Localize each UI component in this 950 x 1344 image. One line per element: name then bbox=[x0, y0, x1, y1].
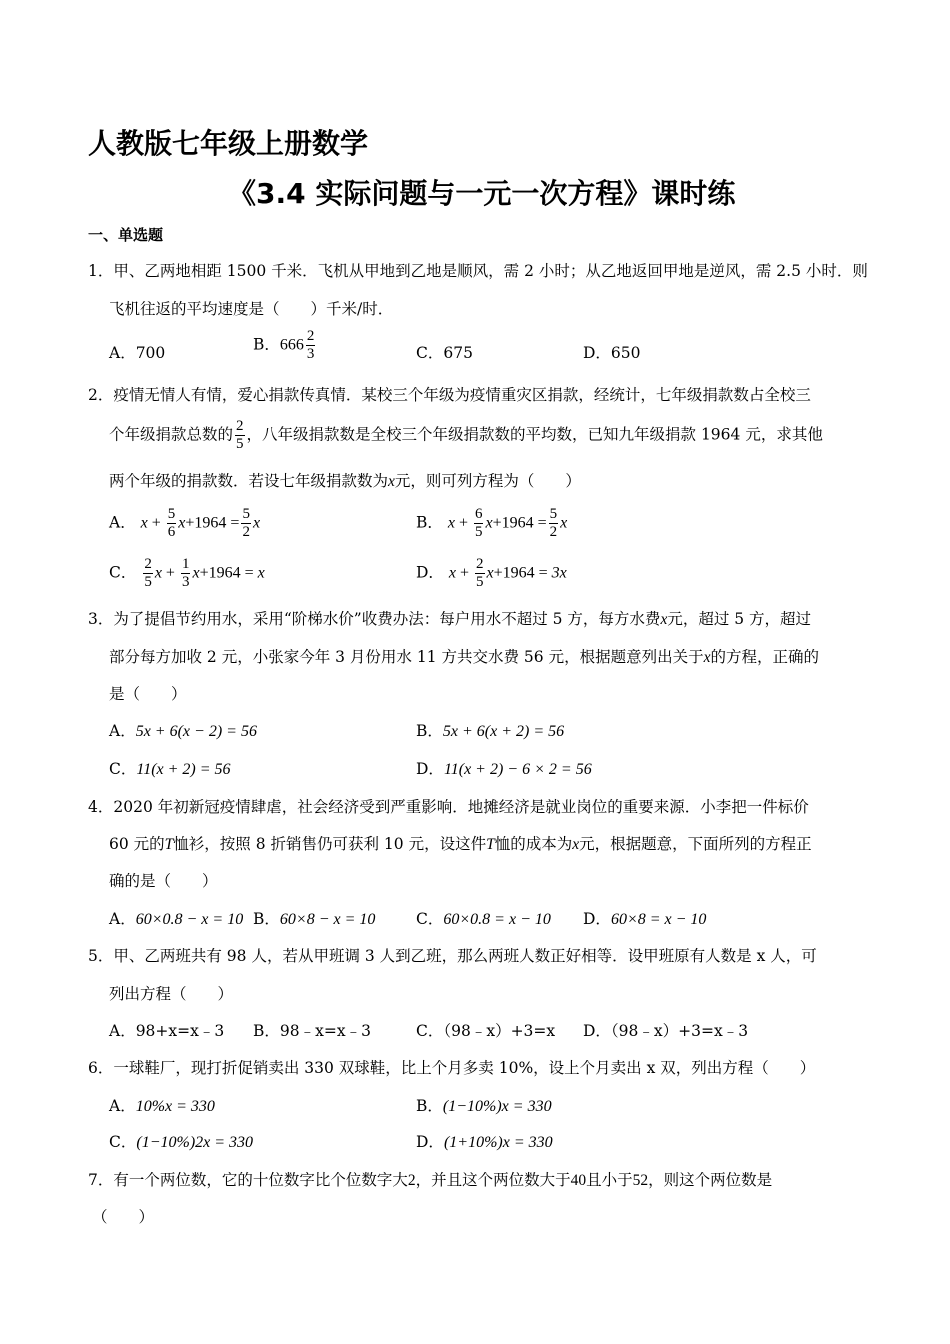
question-2-line-3: 两个年级的捐款数．若设七年级捐款数为x元，则可列方程为（ ） bbox=[109, 472, 581, 490]
question-3-option-b: B．5x + 6(x + 2) = 56 bbox=[416, 722, 565, 740]
question-3-line-3: 是（ ） bbox=[109, 685, 187, 703]
question-3-option-c: C．11(x + 2) = 56 bbox=[109, 760, 231, 778]
question-1-option-a: A．700 bbox=[109, 344, 166, 362]
question-3-line-1: 3．为了提倡节约用水，采用“阶梯水价”收费办法：每户用水不超过 5 方，每方水费x元，超过 5 方，超过 bbox=[88, 610, 812, 628]
question-5-line-1: 5．甲、乙两班共有 98 人，若从甲班调 3 人到乙班，那么两班人数正好相等．设甲班原有人数是 x 人，可 bbox=[88, 947, 817, 965]
question-2-line-2: 个年级捐款总数的 $\frac{2}{5}$ ，八年级捐款数是全校三个年级捐款数的平均数，已知九年级捐款 1964 元，求其他 bbox=[109, 418, 823, 452]
question-4-line-1: 4．2020 年初新冠疫情肆虐，社会经济受到严重影响．地摊经济是就业岗位的重要来源．小李把一件标价 bbox=[88, 798, 809, 816]
question-4-option-c: C．60×0.8 = x − 10 bbox=[416, 910, 551, 928]
question-4-line-3: 确的是（ ） bbox=[109, 872, 218, 890]
question-1-option-b: B．666 $\frac{2}{3}$ bbox=[253, 328, 315, 362]
question-4-option-d: D．60×8 = x − 10 bbox=[583, 910, 707, 928]
question-2-option-c: C． $\frac{2}{5}$ x + $\frac{1}{3}$ x+1964 = x bbox=[109, 556, 265, 590]
question-2-option-b: B． x + $\frac{6}{5}$ x+1964 = $\frac{5}{2}$ x bbox=[416, 506, 568, 540]
page-title: 人教版七年级上册数学 bbox=[88, 127, 369, 160]
question-6-option-a: A．10%x = 330 bbox=[109, 1097, 215, 1115]
question-1-option-d: D．650 bbox=[583, 344, 641, 362]
question-6-option-c: C．(1−10%)2x = 330 bbox=[109, 1133, 254, 1151]
question-2-line-1: 2．疫情无情人有情，爱心捐款传真情．某校三个年级为疫情重灾区捐款，经统计，七年级捐款数占全校三 bbox=[88, 386, 811, 404]
question-5-option-c: C．（98﹣x）+3=x bbox=[416, 1022, 556, 1040]
page-subtitle: 《3.4 实际问题与一元一次方程》课时练 bbox=[228, 177, 736, 210]
question-3-option-a: A．5x + 6(x − 2) = 56 bbox=[109, 722, 257, 740]
question-1-line-1: 1．甲、乙两地相距 1500 千米．飞机从甲地到乙地是顺风，需 2 小时；从乙地返回甲地是逆风，需 2.5 小时．则 bbox=[88, 262, 868, 280]
question-7-line-2: （ ） bbox=[92, 1208, 155, 1226]
question-2-option-d: D． x + $\frac{2}{5}$ x+1964 = 3x bbox=[416, 556, 567, 590]
question-6-option-d: D．(1+10%)x = 330 bbox=[416, 1133, 553, 1151]
question-4-line-2: 60 元的T恤衫，按照 8 折销售仍可获利 10 元，设这件T恤的成本为x元，根据题意，下面所列的方程正 bbox=[109, 835, 812, 853]
question-7-line-1: 7．有一个两位数，它的十位数字比个位数字大2，并且这个两位数大于40且小于52，则这个两位数是 bbox=[88, 1171, 773, 1189]
question-2-option-a: A． x + $\frac{5}{6}$ x+1964 = $\frac{5}{2}$ x bbox=[109, 506, 261, 540]
question-4-option-a: A．60×0.8 − x = 10 bbox=[109, 910, 244, 928]
question-5-option-b: B．98﹣x=x﹣3 bbox=[253, 1022, 371, 1040]
question-1-line-2: 飞机往返的平均速度是（ ）千米/时． bbox=[109, 300, 394, 318]
question-5-option-d: D．（98﹣x）+3=x﹣3 bbox=[583, 1022, 749, 1040]
question-5-option-a: A．98+x=x﹣3 bbox=[109, 1022, 225, 1040]
question-4-option-b: B．60×8 − x = 10 bbox=[253, 910, 376, 928]
question-3-line-2: 部分每方加收 2 元，小张家今年 3 月份用水 11 方共交水费 56 元，根据题意列出关于x的方程，正确的 bbox=[109, 648, 819, 666]
question-1-option-c: C．675 bbox=[416, 344, 473, 362]
section-heading: 一、单选题 bbox=[88, 226, 164, 244]
question-6-option-b: B．(1−10%)x = 330 bbox=[416, 1097, 552, 1115]
question-3-option-d: D．11(x + 2) − 6 × 2 = 56 bbox=[416, 760, 592, 778]
question-5-line-2: 列出方程（ ） bbox=[109, 985, 234, 1003]
question-6-line-1: 6．一球鞋厂，现打折促销卖出 330 双球鞋，比上个月多卖 10%，设上个月卖出 x 双，列出方程（ ） bbox=[88, 1059, 816, 1077]
